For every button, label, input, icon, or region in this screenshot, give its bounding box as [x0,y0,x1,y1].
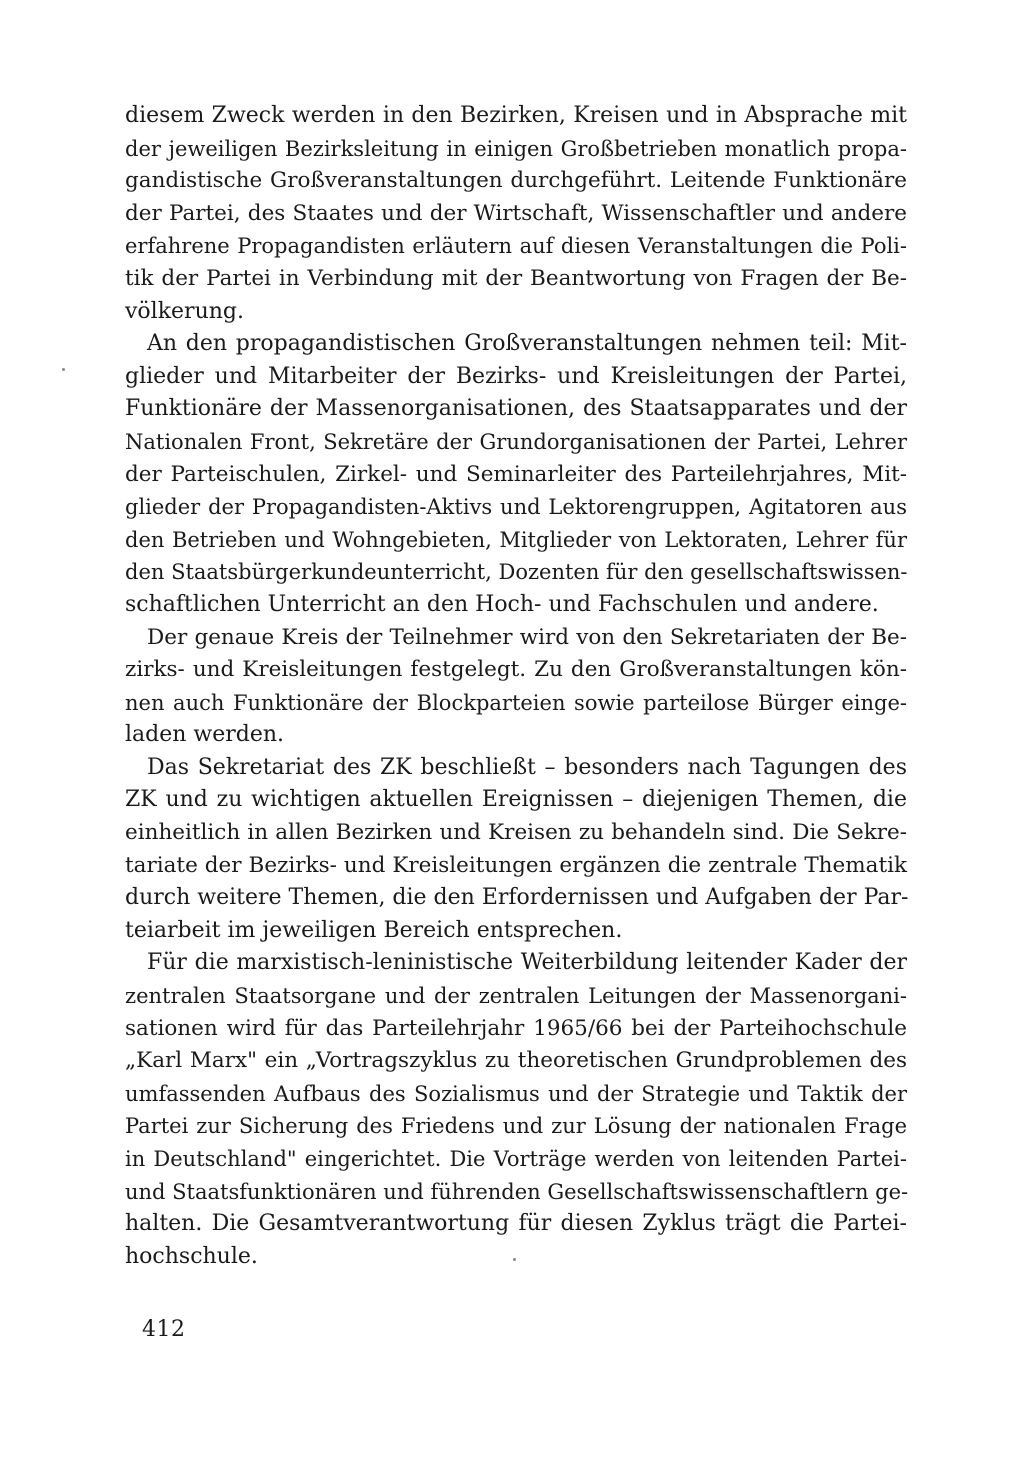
text-line: tariate der Bezirks- und Kreisleitungen ergänzen die zentrale Thematik [125,852,907,878]
text-line: Nationalen Front, Sekretäre der Grundorganisationen der Partei, Lehrer [125,429,907,454]
text-line: schaftlichen Unterricht an den Hoch- und Fachschulen und andere. [125,591,879,617]
text-line: der Partei, des Staates und der Wirtschaft, Wissenschaftler und andere [125,200,907,226]
text-line: und Staatsfunktionären und führenden Gesellschaftswissenschaftlern ge- [125,1179,909,1204]
text-line: Das Sekretariat des ZK beschließt – besonders nach Tagungen des [147,754,907,780]
text-line: laden werden. [125,722,285,748]
text-line: Partei zur Sicherung des Friedens und zur Lösung der nationalen Frage [125,1114,907,1139]
text-line: in Deutschland" eingerichtet. Die Vorträge werden von leitenden Partei- [125,1147,907,1171]
scan-speck [513,1258,516,1261]
text-line: durch weitere Themen, die den Erfordernissen und Aufgaben der Par- [125,885,909,911]
text-line: sationen wird für das Parteilehrjahr 1965/66 bei der Parteihochschule [125,1015,907,1041]
text-line: tik der Partei in Verbindung mit der Beantwortung von Fragen der Be- [125,265,907,291]
paragraph-5 [125,947,907,1273]
paragraph-1 [125,100,907,328]
text-line: zentralen Staatsorgane und der zentralen Leitungen der Massenorgani- [125,984,907,1009]
text-line: der jeweiligen Bezirksleitung in einigen Großbetrieben monatlich propa- [125,136,907,161]
text-line: umfassenden Aufbaus des Sozialismus und der Strategie und Taktik der [125,1081,907,1106]
paragraph-4 [125,752,907,948]
text-line: Für die marxistisch-leninistische Weiterbildung leitender Kader der [147,950,907,976]
text-line: den Betrieben und Wohngebieten, Mitglieder von Lektoraten, Lehrer für [125,527,907,552]
text-line: hochschule. [125,1243,258,1269]
text-line: ZK und zu wichtigen aktuellen Ereignissen – diejenigen Themen, die [125,787,907,813]
text-line: Funktionäre der Massenorganisationen, des Staatsapparates und der [125,396,907,422]
text-line: zirks- und Kreisleitungen festgelegt. Zu den Großveranstaltungen kön- [125,657,907,683]
text-line: halten. Die Gesamtverantwortung für diesen Zyklus trägt die Partei- [125,1211,907,1237]
text-line: den Staatsbürgerkundeunterricht, Dozenten für den gesellschaftswissen- [125,560,908,585]
text-line: Der genaue Kreis der Teilnehmer wird von den Sekretariaten der Be- [147,624,907,650]
text-line: diesem Zweck werden in den Bezirken, Kreisen und in Absprache mit [125,103,907,128]
text-line: nen auch Funktionäre der Blockparteien sowie parteilose Bürger einge- [125,690,907,715]
text-line: glieder der Propagandisten-Aktivs und Lektorengruppen, Agitatoren aus [125,495,907,520]
text-line: der Parteischulen, Zirkel- und Seminarleiter des Parteilehrjahres, Mit- [125,461,907,487]
text-line: „Karl Marx" ein „Vortragszyklus zu theoretischen Grundproblemen des [125,1048,907,1074]
scan-speck [62,368,65,371]
body-text [125,100,907,1273]
page-number: 412 [142,1317,186,1342]
text-line: glieder und Mitarbeiter der Bezirks- und Kreisleitungen der Partei, [125,363,907,389]
text-line: teiarbeit im jeweiligen Bereich entsprechen. [125,917,623,943]
text-line: An den propagandistischen Großveranstaltungen nehmen teil: Mit- [147,331,907,357]
text-line: völkerung. [125,298,244,324]
paragraph-3 [125,622,907,752]
text-line: erfahrene Propagandisten erläutern auf diesen Veranstaltungen die Poli- [125,234,907,259]
text-line: gandistische Großveranstaltungen durchgeführt. Leitende Funktionäre [125,168,907,194]
text-line: einheitlich in allen Bezirken und Kreisen zu behandeln sind. Die Sekre- [125,820,907,846]
paragraph-2 [125,328,907,621]
